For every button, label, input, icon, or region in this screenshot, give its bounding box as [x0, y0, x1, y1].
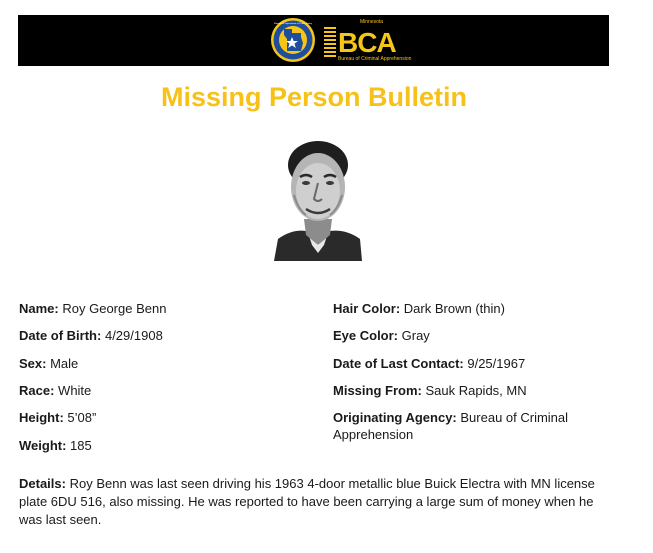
- field-weight: [19, 437, 92, 454]
- field-missing-from-value: Sauk Rapids, MN: [425, 383, 527, 398]
- details-section: [19, 475, 609, 529]
- field-last-contact-label: Date of Last Contact:: [333, 356, 464, 371]
- field-name: [19, 300, 166, 317]
- details-label: Details:: [19, 476, 66, 491]
- bca-logo-top: Minnesota: [360, 19, 384, 25]
- state-seal-icon: [270, 17, 316, 63]
- field-eye-color: [333, 327, 593, 344]
- field-eye-color-value: Gray: [401, 328, 430, 343]
- field-originating-agency-value: Bureau of Criminal Apprehension: [333, 410, 569, 442]
- field-sex-value: Male: [50, 356, 79, 371]
- field-dob-value: 4/29/1908: [104, 328, 163, 343]
- field-last-contact-value: 9/25/1967: [467, 356, 526, 371]
- field-dob: [19, 327, 163, 344]
- field-race-label: Race:: [19, 383, 55, 398]
- field-last-contact: [333, 355, 593, 372]
- field-race-value: White: [58, 383, 92, 398]
- field-sex: [19, 355, 78, 372]
- field-name-label: Name:: [19, 301, 59, 316]
- seal-text: Minnesota Department of Public Safety: [274, 23, 312, 25]
- field-hair-color-label: Hair Color:: [333, 301, 401, 316]
- details-text: Roy Benn was last seen driving his 1963 4-door metallic blue Buick Electra with MN license plate 6DU 516, also missing. He was reported to have been carrying a large sum of money when he was last seen.: [19, 476, 595, 527]
- header-banner: [18, 15, 609, 66]
- field-sex-label: Sex:: [19, 356, 47, 371]
- field-originating-agency: [333, 409, 573, 443]
- field-weight-label: Weight:: [19, 438, 67, 453]
- bulletin-title: Missing Person Bulletin: [160, 82, 468, 112]
- field-dob-label: Date of Birth:: [19, 328, 102, 343]
- field-weight-value: 185: [70, 438, 92, 453]
- field-originating-agency-label: Originating Agency:: [333, 410, 457, 425]
- field-eye-color-label: Eye Color:: [333, 328, 399, 343]
- field-hair-color-value: Dark Brown (thin): [403, 301, 505, 316]
- missing-person-photo: [272, 135, 364, 261]
- field-height: [19, 409, 96, 426]
- bca-logo-subtitle: Bureau of Criminal Apprehension: [338, 56, 412, 62]
- field-missing-from-label: Missing From:: [333, 383, 422, 398]
- bca-logo-bars: [324, 27, 336, 57]
- field-height-value: 5’08”: [67, 410, 97, 425]
- bca-logo-text: BCA: [338, 27, 396, 58]
- field-race: [19, 382, 91, 399]
- bca-logo: [324, 19, 412, 63]
- field-missing-from: [333, 382, 593, 399]
- field-name-value: Roy George Benn: [62, 301, 167, 316]
- field-height-label: Height:: [19, 410, 64, 425]
- field-hair-color: [333, 300, 593, 317]
